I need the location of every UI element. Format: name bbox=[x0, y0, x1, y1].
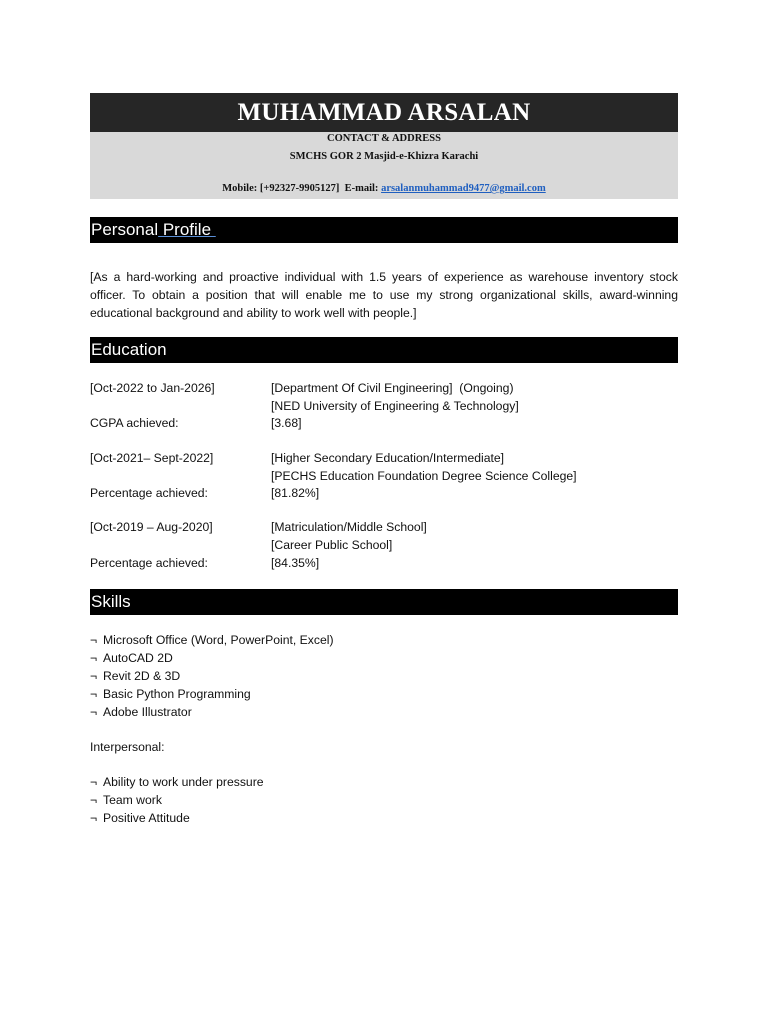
section-education bbox=[90, 337, 678, 363]
skill-text: Basic Python Programming bbox=[103, 687, 251, 701]
skill-item bbox=[90, 685, 251, 703]
bullet-glyph: ¬ bbox=[90, 669, 98, 683]
bullet-glyph: ¬ bbox=[90, 775, 98, 789]
skill-text: Positive Attitude bbox=[103, 811, 190, 825]
education-label: Percentage achieved: bbox=[90, 556, 208, 570]
skill-item bbox=[90, 791, 162, 809]
bullet-glyph: ¬ bbox=[90, 687, 98, 701]
section-heading: Personal bbox=[91, 220, 159, 239]
education-value: [Matriculation/Middle School] bbox=[271, 520, 427, 534]
skill-text: Adobe Illustrator bbox=[103, 705, 192, 719]
contact-address: SMCHS GOR 2 Masjid-e-Khizra Karachi bbox=[289, 151, 479, 162]
contact-phone-line bbox=[90, 183, 678, 194]
candidate-name: MUHAMMAD ARSALAN bbox=[237, 98, 531, 126]
resume-page bbox=[90, 93, 678, 825]
education-value: [Higher Secondary Education/Intermediate] bbox=[271, 451, 505, 465]
skill-text: Team work bbox=[103, 793, 162, 807]
section-personal-profile bbox=[90, 217, 678, 243]
skill-text: Revit 2D & 3D bbox=[103, 669, 181, 683]
skill-item bbox=[90, 667, 180, 685]
bullet-glyph: ¬ bbox=[90, 705, 98, 719]
skill-item bbox=[90, 703, 192, 721]
education-value: [NED University of Engineering & Technology] bbox=[271, 399, 519, 413]
bullet-glyph: ¬ bbox=[90, 793, 98, 807]
skill-text: Ability to work under pressure bbox=[103, 775, 264, 789]
education-value: [81.82%] bbox=[271, 486, 320, 500]
education-value: [Career Public School] bbox=[271, 538, 393, 552]
education-value: [PECHS Education Foundation Degree Science College] bbox=[271, 469, 577, 483]
education-label: CGPA achieved: bbox=[90, 416, 179, 430]
bullet-glyph: ¬ bbox=[90, 811, 98, 825]
email-link[interactable]: arsalanmuhammad9477@gmail.com bbox=[381, 183, 546, 194]
education-label: [Oct-2019 – Aug-2020] bbox=[90, 520, 213, 534]
skill-item bbox=[90, 649, 173, 667]
interpersonal-label: Interpersonal: bbox=[90, 740, 165, 754]
section-heading-link: Profile bbox=[158, 220, 216, 239]
contact-heading: CONTACT & ADDRESS bbox=[327, 133, 441, 144]
contact-box bbox=[90, 132, 678, 199]
education-value: [Department Of Civil Engineering] (Ongoing) bbox=[271, 381, 514, 395]
education-label: [Oct-2021– Sept-2022] bbox=[90, 451, 214, 465]
skill-text: Microsoft Office (Word, PowerPoint, Excel) bbox=[103, 633, 334, 647]
mobile-label: Mobile: [+92327-9905127] E-mail: bbox=[222, 183, 382, 194]
skill-text: AutoCAD 2D bbox=[103, 651, 173, 665]
section-heading: Skills bbox=[91, 592, 131, 611]
education-label: [Oct-2022 to Jan-2026] bbox=[90, 381, 215, 395]
skill-item bbox=[90, 773, 264, 791]
education-value: [3.68] bbox=[271, 416, 302, 430]
section-heading: Education bbox=[91, 340, 167, 359]
education-label: Percentage achieved: bbox=[90, 486, 208, 500]
education-value: [84.35%] bbox=[271, 556, 320, 570]
name-banner bbox=[90, 93, 678, 132]
profile-text: [As a hard-working and proactive individual with 1.5 years of experience as warehouse inventory stock officer. To obtain a position that will enable me to use my strong organizational skills, award-winning educational background and ability to work well with people.] bbox=[90, 270, 678, 320]
bullet-glyph: ¬ bbox=[90, 651, 98, 665]
section-skills bbox=[90, 589, 678, 615]
skill-item bbox=[90, 631, 334, 649]
bullet-glyph: ¬ bbox=[90, 633, 98, 647]
skill-item bbox=[90, 809, 190, 827]
